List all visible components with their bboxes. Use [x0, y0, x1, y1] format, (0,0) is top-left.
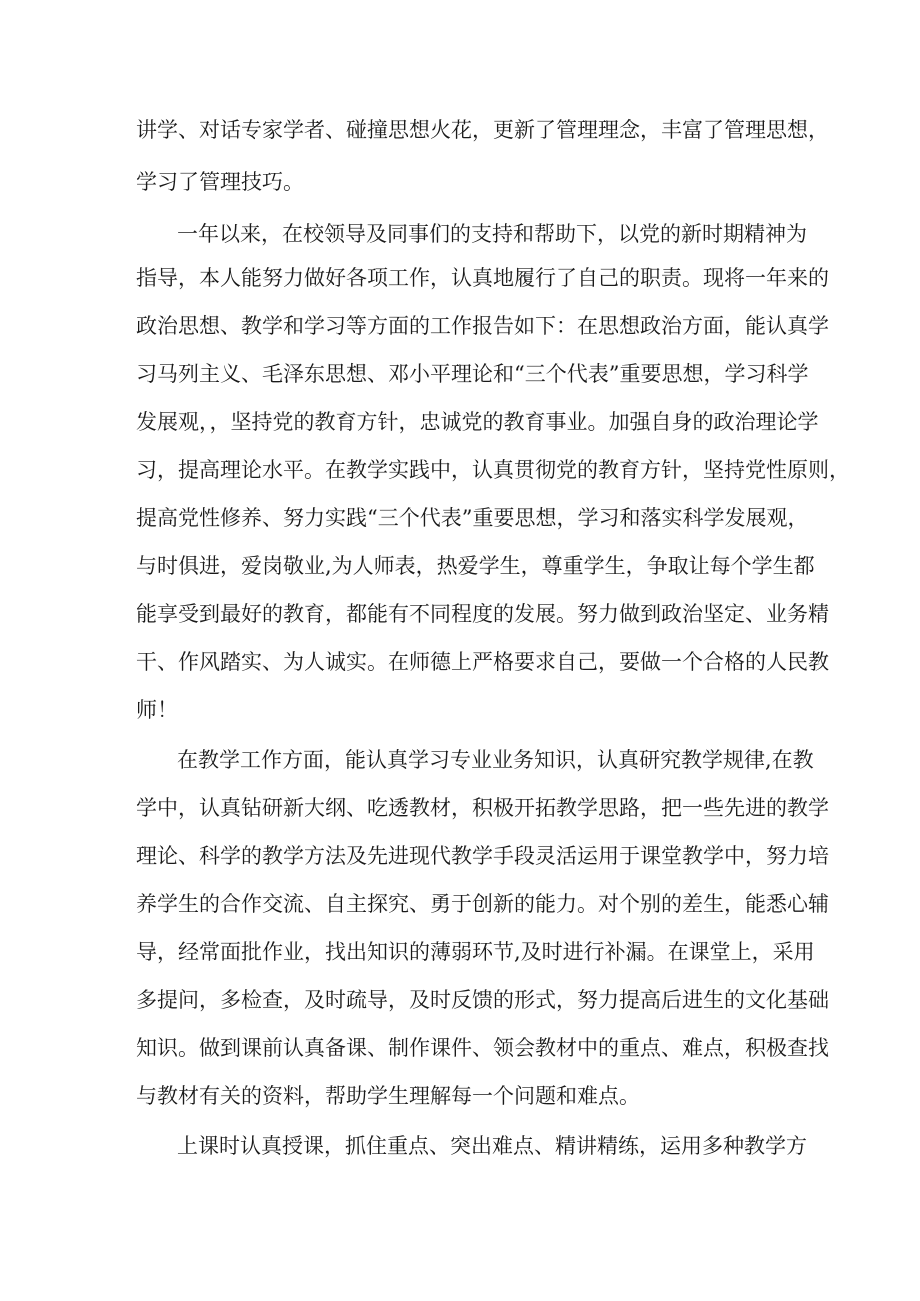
paragraph-first-line: 上课时认真授课，抓住重点、突出难点、精讲精练，运用多种教学方 — [177, 1134, 807, 1158]
text-line: 政治思想、教学和学习等方面的工作报告如下：在思想政治方面，能认真学 — [136, 314, 829, 338]
text-line: 能享受到最好的教育，都能有不同程度的发展。努力做到政治坚定、业务精 — [136, 602, 829, 626]
text-line: 指导，本人能努力做好各项工作，认真地履行了自己的职责。现将一年来的 — [136, 266, 829, 290]
text-line: 师！ — [136, 698, 178, 722]
paragraph-first-line: 在教学工作方面，能认真学习专业业务知识，认真研究教学规律,在教 — [177, 748, 814, 772]
text-line: 与教材有关的资料，帮助学生理解每一个问题和难点。 — [136, 1084, 640, 1108]
text-line: 发展观，，坚持党的教育方针，忠诚党的教育事业。加强自身的政治理论学 — [136, 410, 819, 434]
text-line: 讲学、对话专家学者、碰撞思想火花，更新了管理理念，丰富了管理思想， — [136, 118, 829, 142]
text-line: 多提问，多检查，及时疏导，及时反馈的形式，努力提高后进生的文化基础 — [136, 988, 829, 1012]
text-line: 导，经常面批作业，找出知识的薄弱环节,及时进行补漏。在课堂上，采用 — [136, 940, 815, 964]
text-line: 干、作风踏实、为人诚实。在师德上严格要求自己，要做一个合格的人民教 — [136, 650, 829, 674]
text-line: 学中，认真钻研新大纲、吃透教材，积极开拓教学思路，把一些先进的教学 — [136, 796, 829, 820]
text-line: 提高党性修养、努力实践“三个代表”重要思想，学习和落实科学发展观， — [136, 506, 809, 530]
text-line: 知识。做到课前认真备课、制作课件、领会教材中的重点、难点，积极查找 — [136, 1036, 829, 1060]
text-line: 习，提高理论水平。在教学实践中，认真贯彻党的教育方针，坚持党性原则， — [136, 458, 850, 482]
text-line: 养学生的合作交流、自主探究、勇于创新的能力。对个别的差生，能悉心辅 — [136, 892, 829, 916]
text-line: 习马列主义、毛泽东思想、邓小平理论和“三个代表”重要思想，学习科学 — [136, 362, 809, 386]
paragraph-first-line: 一年以来，在校领导及同事们的支持和帮助下，以党的新时期精神为 — [177, 222, 807, 246]
text-line: 与时俱进，爱岗敬业,为人师表，热爱学生，尊重学生，争取让每个学生都 — [136, 554, 815, 578]
text-line: 学习了管理技巧。 — [136, 170, 304, 194]
text-line: 理论、科学的教学方法及先进现代教学手段灵活运用于课堂教学中，努力培 — [136, 844, 829, 868]
